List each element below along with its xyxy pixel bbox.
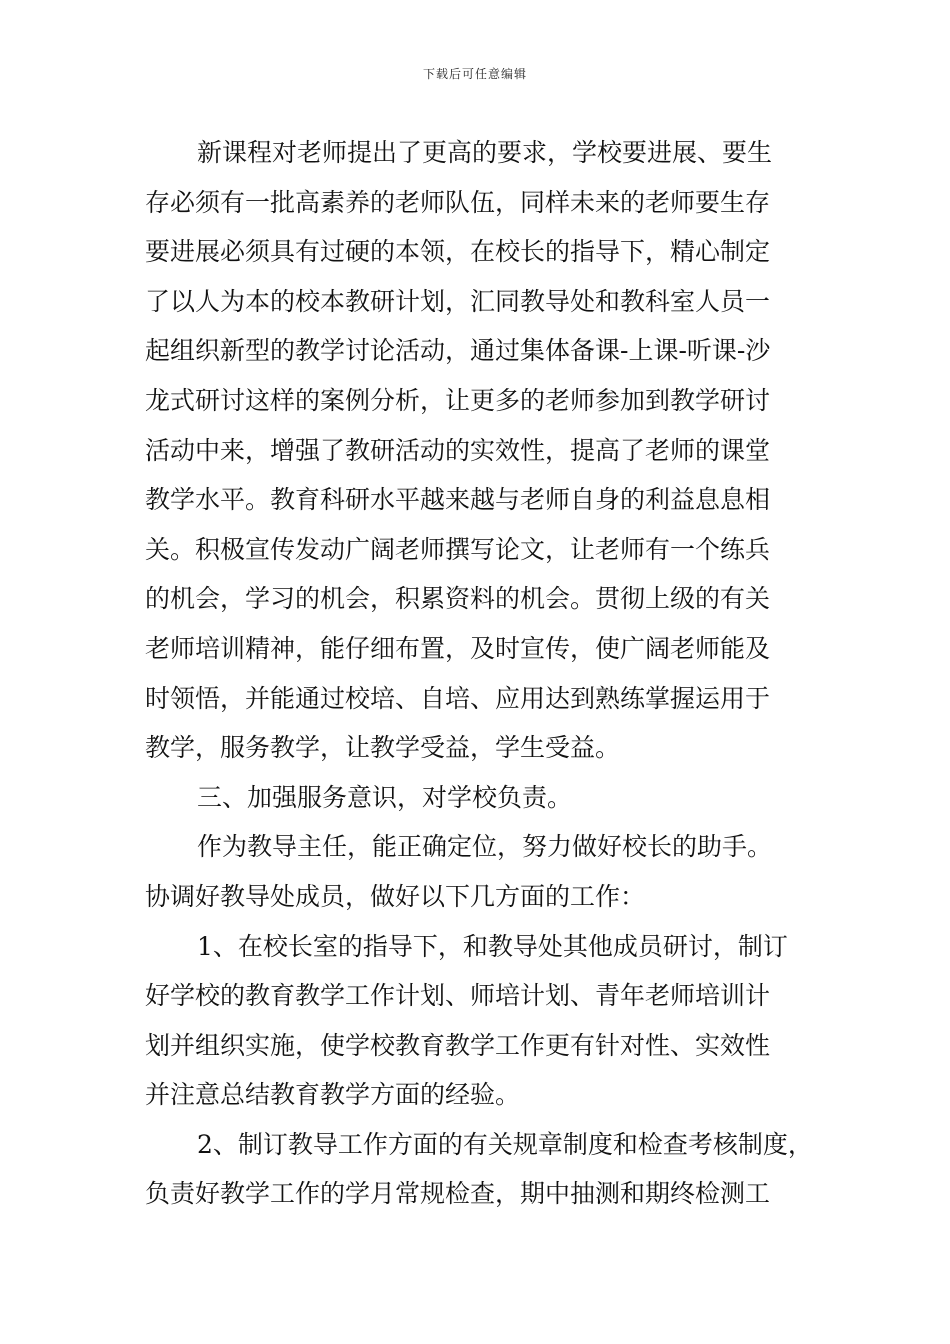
- text-line: 龙式研讨这样的案例分析，让更多的老师参加到教学研讨: [145, 385, 771, 415]
- text-line: 负责好教学工作的学月常规检查，期中抽测和期终检测工: [145, 1179, 771, 1209]
- text-line: 教学水平。教育科研水平越来越与老师自身的利益息息相: [145, 485, 771, 515]
- text-line: 了以人为本的校本教研计划，汇同教导处和教科室人员一: [145, 286, 771, 316]
- text-line: 并注意总结教育教学方面的经验。: [145, 1080, 521, 1110]
- text-line: 要进展必须具有过硬的本领，在校长的指导下，精心制定: [145, 237, 771, 267]
- text-line: 起组织新型的教学讨论活动，通过集体备课-上课-听课-沙: [145, 336, 771, 366]
- text-line: 作为教导主任，能正确定位，努力做好校长的助手。: [197, 832, 773, 862]
- text-line: 活动中来，增强了教研活动的实效性，提高了老师的课堂: [145, 435, 771, 465]
- text-line: 协调好教导处成员，做好以下几方面的工作：: [145, 881, 646, 911]
- text-line: 新课程对老师提出了更高的要求，学校要进展、要生: [197, 138, 773, 167]
- text-line: 的机会，学习的机会，积累资料的机会。贯彻上级的有关: [145, 584, 771, 614]
- text-line: 存必须有一批高素养的老师队伍，同样未来的老师要生存: [145, 187, 771, 217]
- text-line: 老师培训精神，能仔细布置，及时宣传，使广阔老师能及: [145, 633, 771, 663]
- text-line: 关。积极宣传发动广阔老师撰写论文，让老师有一个练兵: [145, 534, 771, 564]
- text-line: 教学，服务教学，让教学受益，学生受益。: [145, 733, 621, 763]
- header-note: 下载后可任意编辑: [422, 67, 527, 81]
- text-line: 三、加强服务意识，对学校负责。: [197, 782, 573, 812]
- text-line: 2、制订教导工作方面的有关规章制度和检查考核制度，: [197, 1129, 813, 1159]
- text-line: 时领悟，并能通过校培、自培、应用达到熟练掌握运用于: [145, 683, 771, 713]
- document-body: [145, 128, 835, 1219]
- text-line: 划并组织实施，使学校教育教学工作更有针对性、实效性: [145, 1030, 771, 1060]
- text-line: 1、在校长室的指导下，和教导处其他成员研讨，制订: [197, 931, 788, 961]
- text-line: 好学校的教育教学工作计划、师培计划、青年老师培训计: [145, 981, 771, 1011]
